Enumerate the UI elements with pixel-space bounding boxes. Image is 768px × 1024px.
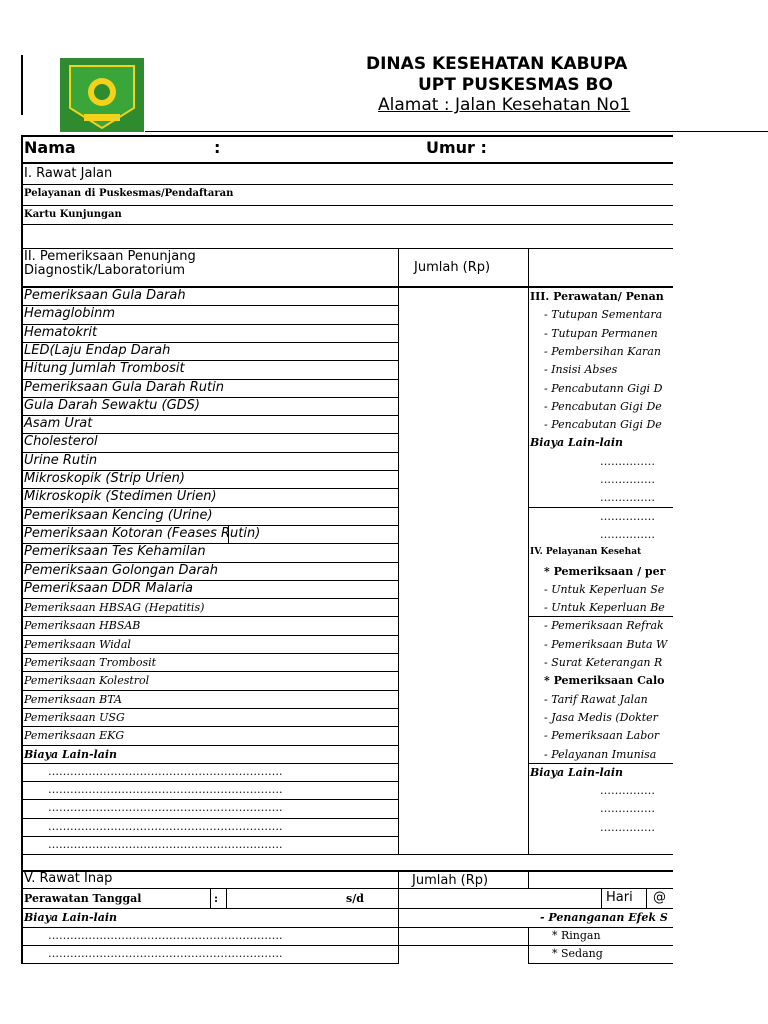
penunjang-jumlah-header: Jumlah (Rp) [414, 260, 491, 275]
right-column-item: * Pemeriksaan / per [544, 564, 666, 578]
right-column-item: - Tutupan Permanen [544, 326, 658, 340]
penunjang-title-2: Diagnostik/Laboratorium [24, 263, 186, 278]
penunjang-item: Pemeriksaan HBSAB [24, 619, 141, 633]
penunjang-dots-row: ………………………………………………………. [48, 801, 283, 815]
right-column-item: - Tutupan Sementara [544, 308, 663, 322]
perawatan-tanggal: Perawatan Tanggal [24, 892, 142, 905]
penunjang-item: Cholesterol [24, 434, 98, 450]
rawat-inap-dots: ………………………………………………………. [48, 929, 283, 942]
right-column-item: - Pencabutan Gigi De [544, 418, 662, 432]
right-column-item: Biaya Lain-lain [530, 765, 624, 779]
penunjang-item: Pemeriksaan Kolestrol [24, 674, 150, 688]
at-label: @ [653, 890, 666, 905]
penunjang-item: Pemeriksaan Golongan Darah [24, 562, 219, 578]
penunjang-item: Hitung Jumlah Trombosit [24, 361, 185, 377]
penunjang-title-1: II. Pemeriksaan Penunjang [24, 249, 196, 264]
penunjang-item: Pemeriksaan Kencing (Urine) [24, 507, 213, 523]
right-column-item: Biaya Lain-lain [530, 436, 624, 450]
right-column-item: …………… [600, 784, 655, 798]
header-address: Alamat : Jalan Kesehatan No1 [378, 95, 631, 115]
penunjang-item: Pemeriksaan HBSAG (Hepatitis) [24, 601, 205, 615]
penunjang-item: Gula Darah Sewaktu (GDS) [24, 397, 201, 413]
rawat-jalan-item: Pelayanan di Puskesmas/Pendaftaran [24, 188, 234, 199]
penunjang-item: Urine Rutin [24, 452, 98, 468]
penunjang-item: Hemaglobinm [24, 306, 115, 322]
right-column-item: - Jasa Medis (Dokter [544, 710, 658, 724]
penunjang-item: Pemeriksaan USG [24, 710, 125, 724]
right-column-item: …………… [600, 802, 655, 816]
ringan-label: * Ringan [552, 929, 601, 942]
right-column-item: IV. Pelayanan Kesehat [530, 547, 642, 558]
right-column-item: …………… [600, 509, 655, 523]
rawat-inap-jumlah-header: Jumlah (Rp) [412, 873, 489, 888]
right-column-item: - Pemeriksaan Refrak [544, 619, 664, 633]
right-column-item: …………… [600, 527, 655, 541]
penunjang-item: Pemeriksaan Widal [24, 637, 131, 651]
right-column-item: …………… [600, 454, 655, 468]
penunjang-item: Pemeriksaan Trombosit [24, 656, 157, 669]
right-column-item: …………… [600, 473, 655, 486]
penunjang-item: Mikroskopik (Stedimen Urien) [24, 489, 217, 505]
header-line2: UPT PUSKESMAS BO [418, 75, 613, 95]
right-column-item: - Pencabutann Gigi D [544, 381, 663, 395]
name-colon: : [214, 138, 221, 157]
right-column-item: - Insisi Abses [544, 363, 618, 377]
penunjang-item: Pemeriksaan EKG [24, 729, 125, 743]
penunjang-item: Pemeriksaan Gula Darah [24, 288, 186, 303]
age-label: Umur : [426, 138, 487, 157]
penunjang-item: Asam Urat [24, 416, 93, 432]
right-column-item: - Pencabutan Gigi De [544, 399, 662, 413]
right-column-item: - Pemeriksaan Buta W [544, 637, 668, 651]
right-column-item: - Pembersihan Karan [544, 344, 661, 358]
right-column-item: * Pemeriksaan Calo [544, 674, 665, 688]
header-line1: DINAS KESEHATAN KABUPA [366, 54, 628, 74]
right-column-item: …………… [600, 491, 655, 505]
right-column-item: - Untuk Keperluan Se [544, 582, 665, 596]
penunjang-item: Pemeriksaan Gula Darah Rutin [24, 379, 224, 395]
rawat-jalan-item: Kartu Kunjungan [24, 209, 122, 220]
rawat-inap-biaya: Biaya Lain-lain [24, 911, 118, 924]
hari-label: Hari [606, 890, 633, 905]
right-column-item: - Tarif Rawat Jalan [544, 692, 648, 706]
penunjang-item: Pemeriksaan Kotoran (Feases Rutin) [24, 525, 261, 541]
penunjang-item: Pemeriksaan BTA [24, 692, 122, 706]
tanggal-colon: : [214, 892, 219, 905]
rawat-inap-title: V. Rawat Inap [24, 871, 113, 886]
name-label: Nama [24, 138, 76, 157]
rawat-jalan-title: I. Rawat Jalan [24, 166, 113, 181]
right-column-item: …………… [600, 820, 655, 834]
penunjang-dots-row: ………………………………………………………. [48, 764, 283, 778]
penunjang-dots-row: ………………………………………………………. [48, 838, 283, 851]
right-column-item: III. Perawatan/ Penan [530, 290, 664, 303]
penunjang-item: Pemeriksaan DDR Malaria [24, 580, 193, 596]
penunjang-item: Mikroskopik (Strip Urien) [24, 471, 185, 486]
logo [60, 58, 144, 132]
penunjang-item: Pemeriksaan Tes Kehamilan [24, 544, 206, 560]
right-column-item: - Pelayanan Imunisa [544, 747, 657, 761]
right-column-item: - Pemeriksaan Labor [544, 729, 660, 743]
sedang-label: * Sedang [552, 947, 603, 960]
penunjang-dots-row: ………………………………………………………. [48, 819, 283, 833]
tanggal-sd: s/d [346, 892, 364, 905]
right-column-item: - Surat Keterangan R [544, 656, 663, 669]
penunjang-item: Hematokrit [24, 324, 98, 340]
right-column-item: - Untuk Keperluan Be [544, 601, 665, 615]
penunjang-dots-row: ………………………………………………………. [48, 783, 283, 797]
efek-label: - Penanganan Efek S [540, 911, 668, 924]
rawat-inap-dots: ………………………………………………………. [48, 947, 283, 960]
penunjang-biaya-label: Biaya Lain-lain [24, 747, 118, 761]
penunjang-item: LED(Laju Endap Darah [24, 342, 171, 358]
